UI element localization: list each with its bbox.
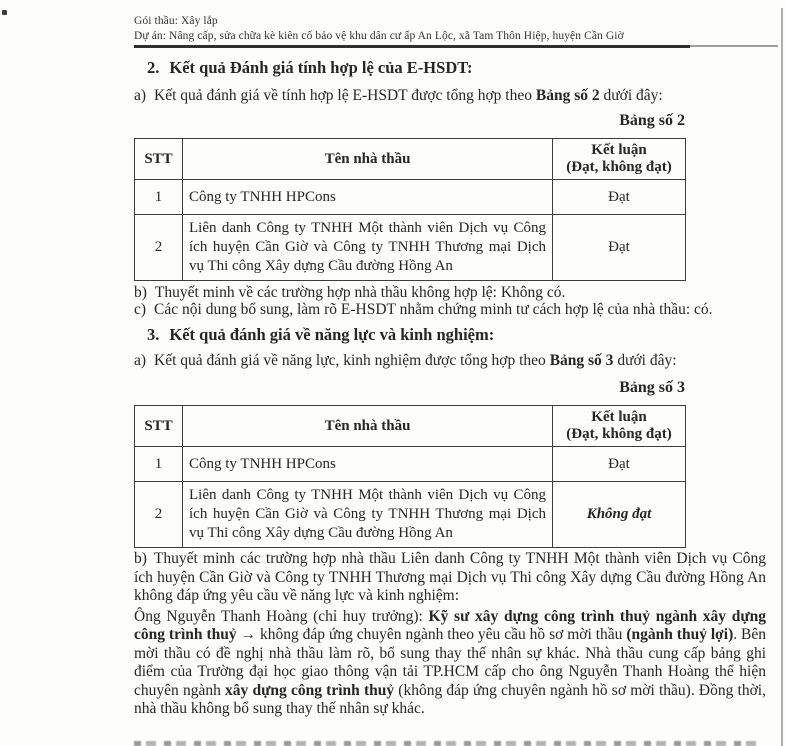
section-2-item-a xyxy=(134,86,766,105)
row-index: 1 xyxy=(135,180,183,215)
contractor-name: Liên danh Công ty TNHH Một thành viên Dịch vụ Công ích huyện Cần Giờ và Công ty TNHH Thương mại Dịch vụ Thi công Xây dựng Cầu đường Hồng An xyxy=(183,215,553,281)
column-header-stt: STT xyxy=(135,139,183,180)
explanation-segment-bold: (ngành thuỷ lợi) xyxy=(626,626,734,643)
table-2-reference: Bảng số 2 xyxy=(535,87,600,104)
clipped-text-line-artifact xyxy=(134,741,760,746)
item-a-text-end: dưới đây: xyxy=(599,87,663,104)
section-2-item-c xyxy=(134,301,766,318)
header-rule-extension xyxy=(690,45,778,47)
section-2-heading xyxy=(147,57,766,78)
column-header-contractor: Tên nhà thầu xyxy=(183,406,553,447)
table-2-validity-results xyxy=(134,138,686,281)
contractor-name: Công ty TNHH HPCons xyxy=(183,447,553,482)
row-index: 2 xyxy=(135,215,183,281)
explanation-segment-bold: Kỹ sư xây dựng công trình thuỷ ngành xây dựng công trình thuỷ → xyxy=(134,607,766,643)
table-3-reference: Bảng số 3 xyxy=(549,352,614,369)
item-b-text: Thuyết minh về các trường hợp nhà thầu không hợp lệ: Không có. xyxy=(154,284,566,301)
item-c-text: Các nội dung bổ sung, làm rõ E-HSDT nhằm chứng minh tư cách hợp lệ của nhà thầu: có. xyxy=(154,301,713,318)
section-3-number: 3. xyxy=(147,325,160,344)
conclusion-header-line1: Kết luận xyxy=(591,142,647,158)
item-marker: b) xyxy=(134,284,147,301)
table-3-capability-results xyxy=(134,405,686,548)
item-a-text-end: dưới đây: xyxy=(613,352,677,369)
section-2-item-b xyxy=(134,284,766,301)
document-content xyxy=(134,14,766,719)
header-rule xyxy=(134,45,690,48)
section-3-item-b-paragraph-2 xyxy=(134,608,766,719)
conclusion-header-line2: (Đạt, không đạt) xyxy=(566,426,672,442)
explanation-segment: (không đáp ứng chuyên ngành hồ sơ mời thầu). Đồng thời, nhà thầu không bổ sung thay thế nhân sự khác. xyxy=(134,681,766,717)
explanation-segment: Ông Nguyễn Thanh Hoàng (chỉ huy trưởng): xyxy=(134,607,429,625)
column-header-stt: STT xyxy=(135,406,183,447)
item-marker: c) xyxy=(134,301,147,318)
column-header-conclusion xyxy=(553,406,686,447)
table-header-row xyxy=(135,139,686,180)
section-3-item-a xyxy=(134,351,766,370)
table-row xyxy=(135,215,686,281)
column-header-conclusion xyxy=(553,139,686,180)
item-marker: a) xyxy=(134,87,147,104)
contractor-name: Công ty TNHH HPCons xyxy=(183,180,553,215)
conclusion-value: Đạt xyxy=(553,215,686,281)
section-3-title: Kết quả đánh giá về năng lực và kinh nghiệm: xyxy=(169,325,495,344)
contractor-name: Liên danh Công ty TNHH Một thành viên Dịch vụ Công ích huyện Cần Giờ và Công ty TNHH Thương mại Dịch vụ Thi công Xây dựng Cầu đường Hồng An xyxy=(183,482,553,548)
explanation-intro-text: Thuyết minh các trường hợp nhà thầu Liên danh Công ty TNHH Một thành viên Dịch vụ Công ích huyện Cần Giờ và Công ty TNHH Thương mại Dịch vụ Thi công Xây dựng Cầu đường Hồng An không đáp ứng yêu cầu về năng lực và kinh nghiệm: xyxy=(134,550,766,604)
item-a-text: Kết quả đánh giá về tính hợp lệ E-HSDT được tổng hợp theo xyxy=(154,87,536,104)
explanation-segment-bold: xây dựng công trình thuỷ xyxy=(225,681,399,699)
conclusion-header-line2: (Đạt, không đạt) xyxy=(566,159,672,175)
section-3-item-b-paragraph-1 xyxy=(134,550,766,606)
explanation-segment: không đáp ứng chuyên ngành theo yêu cầu hồ sơ mời thầu xyxy=(259,626,627,643)
explanation-segment: . Bên mời thầu có đề nghị nhà thầu làm rõ, bổ sung thay thế nhân sự khác. Nhà thầu cung cấp bảng ghi điểm của Trường đại học giao thông vận tải TP.HCM cấp cho ông Nguyễn Thanh Hoàng thể hiện chuyên ngành xyxy=(134,626,767,699)
scan-page-edge-line xyxy=(781,8,783,746)
conclusion-value: Đạt xyxy=(553,180,686,215)
row-index: 1 xyxy=(135,447,183,482)
section-2-title: Kết quả Đánh giá tính hợp lệ của E-HSDT: xyxy=(169,58,473,77)
conclusion-header-line1: Kết luận xyxy=(591,409,647,425)
conclusion-value: Đạt xyxy=(553,447,686,482)
column-header-contractor: Tên nhà thầu xyxy=(183,139,553,180)
table-3-caption: Bảng số 3 xyxy=(619,379,685,396)
item-marker: a) xyxy=(134,352,147,369)
table-2-caption: Bảng số 2 xyxy=(619,112,685,129)
header-project-line: Dự án: Nâng cấp, sửa chữa kè kiên cố bảo vệ khu dân cư ấp An Lộc, xã Tam Thôn Hiệp, huyện Cần Giờ xyxy=(134,30,624,42)
table-row xyxy=(135,482,686,548)
conclusion-value-not-pass: Không đạt xyxy=(553,482,686,548)
running-header xyxy=(134,14,766,48)
table-row xyxy=(135,447,686,482)
row-index: 2 xyxy=(135,482,183,548)
section-2-number: 2. xyxy=(147,58,160,77)
scan-speck-artifact xyxy=(2,10,7,15)
header-package-line: Gói thầu: Xây lắp xyxy=(134,15,218,27)
item-marker: b) xyxy=(134,550,147,567)
item-a-text: Kết quả đánh giá về năng lực, kinh nghiệm được tổng hợp theo xyxy=(154,352,550,369)
table-row xyxy=(135,180,686,215)
table-header-row xyxy=(135,406,686,447)
section-3-heading xyxy=(147,324,766,345)
